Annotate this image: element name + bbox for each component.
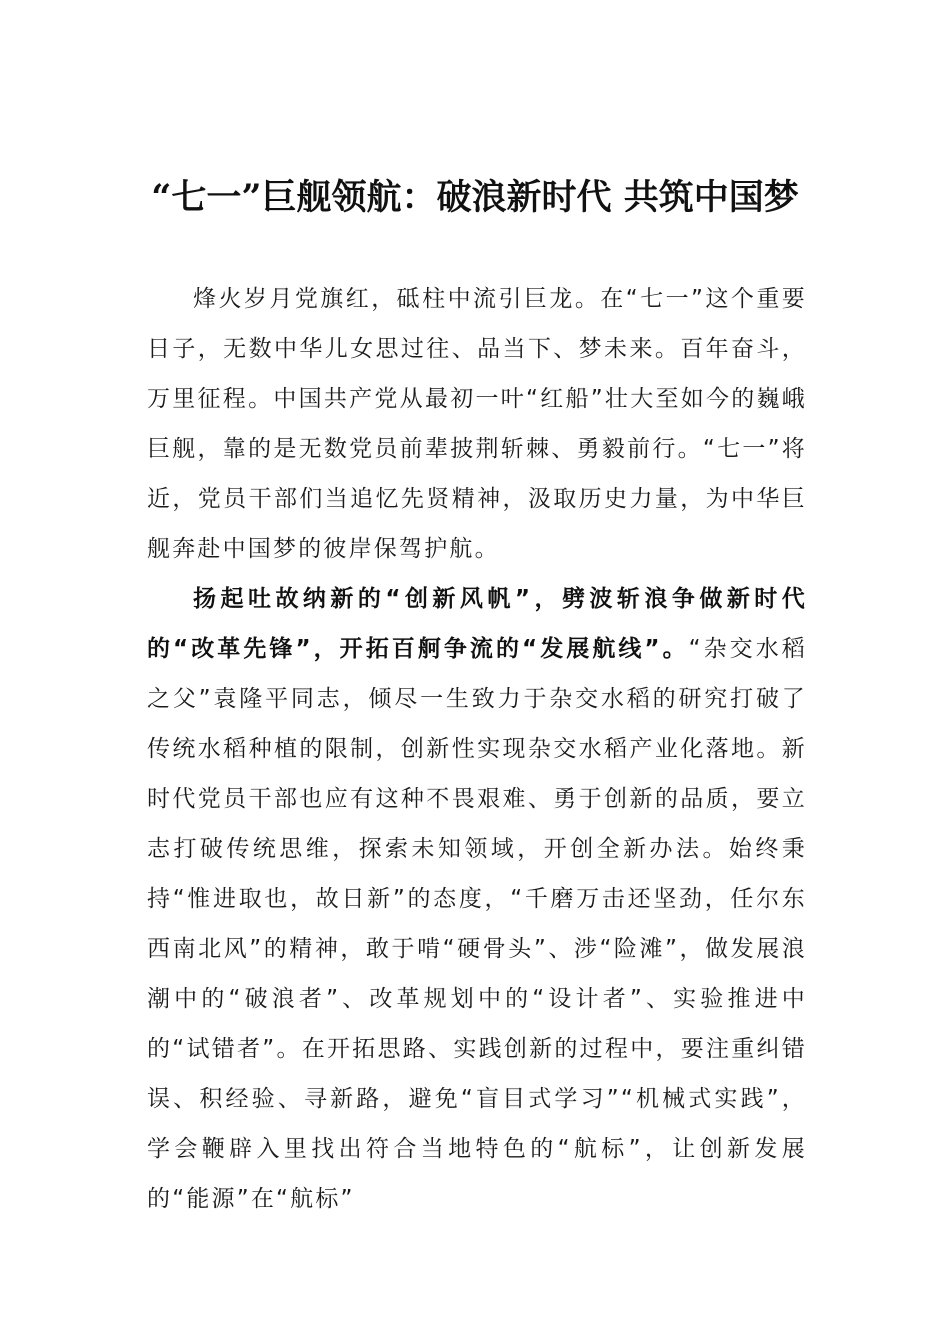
- paragraph-2-text: “杂交水稻之父”袁隆平同志，倾尽一生致力于杂交水稻的研究打破了传统水稻种植的限制，创新性实现杂交水稻产业化落地。新时代党员干部也应有这种不畏艰难、勇于创新的品质，要立志打破传统思维，探索未知领域，开创全新办法。始终秉持“惟进取也，故日新”的态度，“千磨万击还坚劲，任尔东西南北风”的精神，敢于啃“硬骨头”、涉“险滩”，做发展浪潮中的“破浪者”、改革规划中的“设计者”、实验推进中的“试错者”。在开拓思路、实践创新的过程中，要注重纠错误、积经验、寻新路，避免“盲目式学习”“机械式实践”，学会鞭辟入里找出符合当地特色的“航标”，让创新发展的“能源”在“航标”: [147, 636, 807, 1212]
- paragraph-1-text: 烽火岁月党旗红，砥柱中流引巨龙。在“七一”这个重要日子，无数中华儿女思过往、品当下、梦未来。百年奋斗，万里征程。中国共产党从最初一叶“红船”壮大至如今的巍峨巨舰，靠的是无数党员前辈披荆斩棘、勇毅前行。“七一”将近，党员干部们当追忆先贤精神，汲取历史力量，为中华巨舰奔赴中国梦的彼岸保驾护航。: [147, 286, 807, 562]
- paragraph-1: [147, 274, 807, 574]
- document-body: [147, 274, 807, 1224]
- paragraph-2-lead: 扬起吐故纳新的“创新风帆”，劈波斩浪争做新时代的“改革先锋”，开拓百舸争流的“发展航线”。: [147, 586, 807, 662]
- document-title: “七一”巨舰领航：破浪新时代 共筑中国梦: [151, 177, 799, 218]
- paragraph-2: [147, 574, 807, 1224]
